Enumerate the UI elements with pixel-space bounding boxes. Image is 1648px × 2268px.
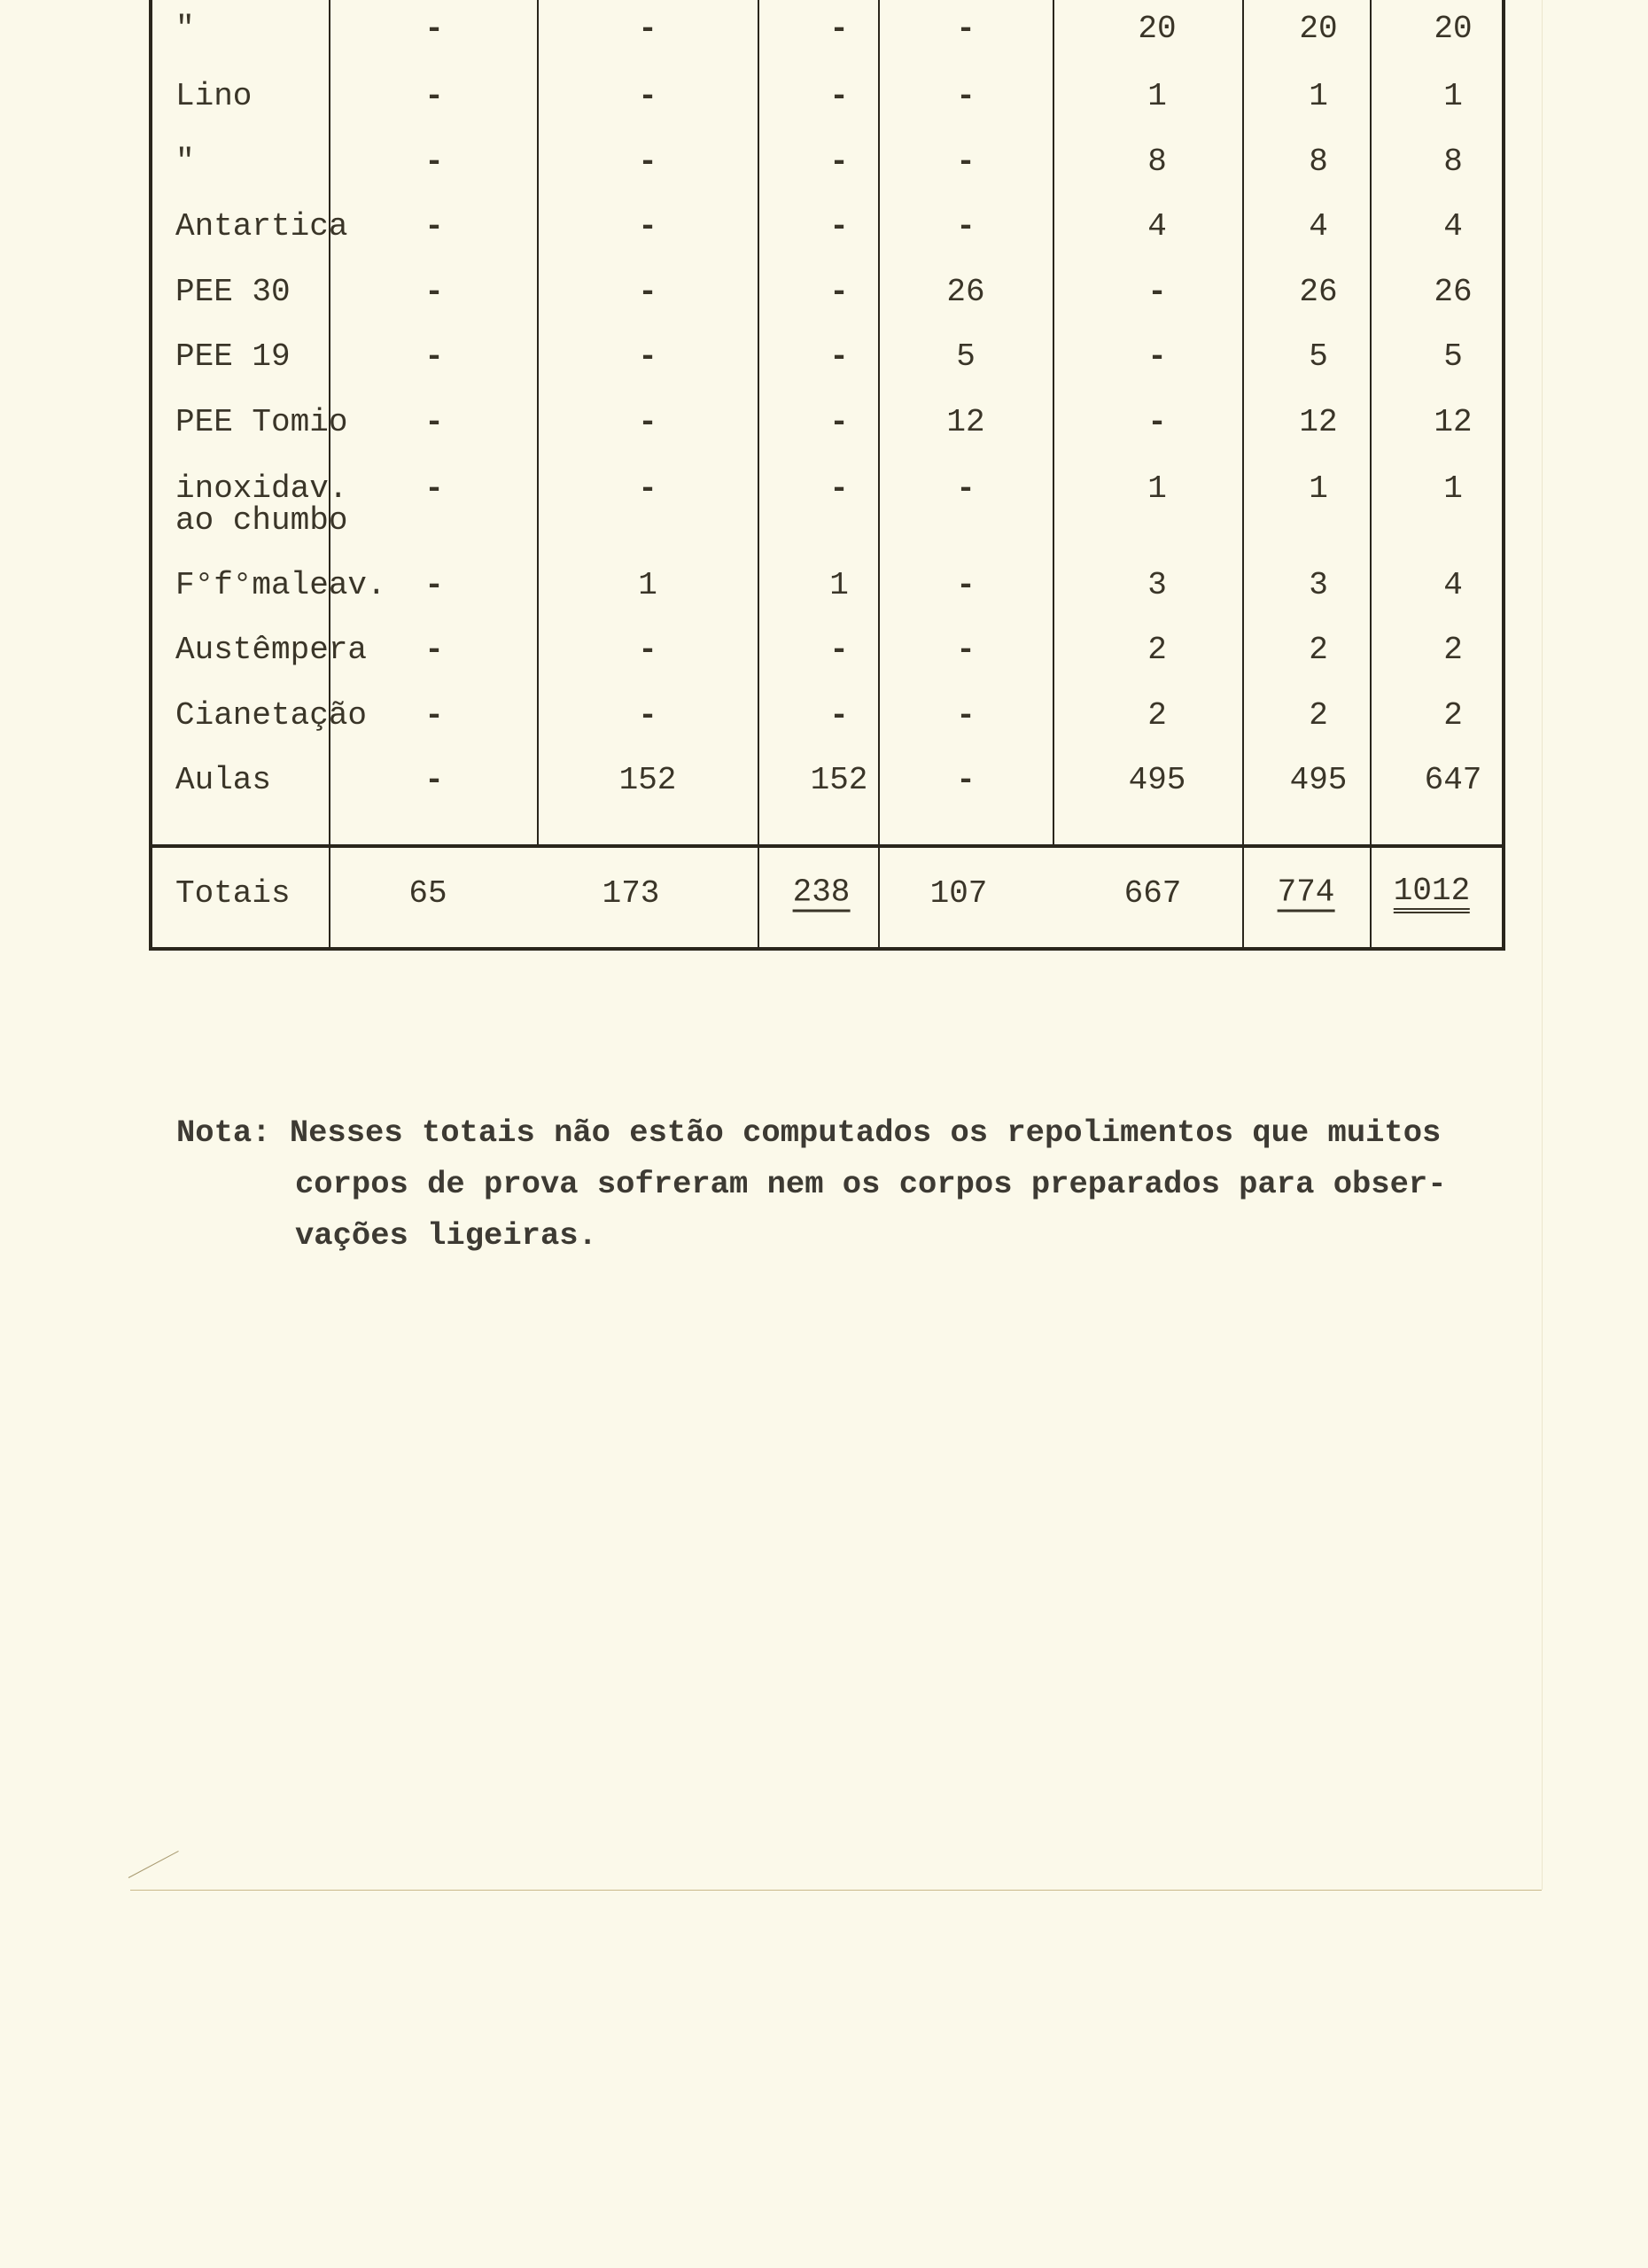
row-label: PEE 30 (175, 274, 291, 310)
table-cell: - (1147, 338, 1167, 375)
paper-right-edge (1542, 0, 1543, 1890)
row-label: Antartica (175, 208, 348, 245)
note-line-3: vações ligeiras. (295, 1217, 597, 1254)
table-cell: - (956, 697, 976, 734)
table-cell: - (956, 78, 976, 114)
paper-edge-line (130, 1890, 1542, 1891)
table-cell: - (956, 632, 976, 668)
table-cell: 4 (1147, 208, 1167, 245)
total-cell: 65 (408, 875, 447, 912)
table-cell: 5 (1309, 338, 1328, 375)
table-cell: 2 (1147, 697, 1167, 734)
total-cell: 1012 (1394, 874, 1470, 913)
row-label: F°f°maleav. (175, 567, 386, 603)
table-cell: 495 (1128, 762, 1186, 798)
col-divider (537, 0, 539, 846)
table-cell: 1 (1309, 470, 1328, 507)
row-label: PEE Tomio (175, 404, 348, 440)
table-cell: - (424, 470, 444, 507)
table-cell: 1 (638, 567, 657, 603)
table-cell: 8 (1443, 144, 1463, 180)
table-cell: - (424, 632, 444, 668)
table-cell: - (829, 274, 849, 310)
total-cell: 667 (1123, 875, 1182, 912)
table-border-left (149, 0, 152, 951)
table-cell: - (829, 208, 849, 245)
total-cell: 173 (602, 875, 660, 912)
table-cell: 12 (1299, 404, 1338, 440)
totals-label: Totais (175, 875, 291, 912)
table-cell: - (956, 567, 976, 603)
table-cell: - (956, 144, 976, 180)
table-cell: 20 (1138, 11, 1177, 47)
table-cell: - (829, 78, 849, 114)
table-cell: 3 (1309, 567, 1328, 603)
table-cell: 20 (1299, 11, 1338, 47)
table-cell: - (829, 697, 849, 734)
table-cell: 152 (810, 762, 868, 798)
table-cell: - (638, 208, 657, 245)
footnote (176, 1107, 1447, 1262)
table-cell: - (424, 274, 444, 310)
table-cell: 12 (946, 404, 985, 440)
col-divider (1242, 0, 1244, 949)
table-cell: 2 (1309, 632, 1328, 668)
table-cell: - (638, 404, 657, 440)
table-cell: 4 (1443, 208, 1463, 245)
table-cell: 26 (1434, 274, 1473, 310)
table-cell: - (424, 11, 444, 47)
table-cell: - (424, 762, 444, 798)
table-cell: - (956, 11, 976, 47)
table-cell: - (424, 144, 444, 180)
col-divider (758, 0, 759, 949)
table-cell: 4 (1309, 208, 1328, 245)
table-cell: - (424, 567, 444, 603)
table-cell: 8 (1309, 144, 1328, 180)
note-line-1: Nota: Nesses totais não estão computados os repolimentos que muitos (176, 1115, 1442, 1151)
table-cell: - (956, 762, 976, 798)
table-cell: 20 (1434, 11, 1473, 47)
row-label: inoxidav. (175, 470, 348, 507)
col-divider (1370, 0, 1372, 949)
table-cell: 12 (1434, 404, 1473, 440)
table-cell: 1 (1443, 470, 1463, 507)
total-cell: 774 (1277, 874, 1335, 911)
total-cell: 238 (792, 874, 851, 911)
note-line-2: corpos de prova sofreram nem os corpos preparados para obser- (295, 1166, 1447, 1202)
table-cell: - (638, 338, 657, 375)
table-border-bottom (149, 947, 1505, 951)
table-cell: - (1147, 404, 1167, 440)
table-cell: - (638, 274, 657, 310)
table-cell: 1 (1147, 470, 1167, 507)
table-cell: 1 (1309, 78, 1328, 114)
table-cell: 5 (956, 338, 976, 375)
table-cell: - (424, 78, 444, 114)
row-label: Aulas (175, 762, 272, 798)
table-cell: 3 (1147, 567, 1167, 603)
row-label-continued: ao chumbo (175, 502, 348, 539)
table-cell: 8 (1147, 144, 1167, 180)
table-border-right (1502, 0, 1505, 951)
row-label: Cianetação (175, 697, 368, 734)
table-cell: 2 (1443, 697, 1463, 734)
totals-separator (149, 844, 1505, 848)
table-cell: - (829, 338, 849, 375)
table-cell: - (638, 470, 657, 507)
table-cell: - (424, 404, 444, 440)
table-cell: - (1147, 274, 1167, 310)
table-cell: - (829, 632, 849, 668)
table-cell: - (829, 404, 849, 440)
col-divider (1053, 0, 1054, 846)
table-cell: 1 (829, 567, 849, 603)
table-cell: 647 (1424, 762, 1482, 798)
table-cell: - (638, 144, 657, 180)
table-cell: 2 (1147, 632, 1167, 668)
table-cell: - (424, 338, 444, 375)
table-cell: 4 (1443, 567, 1463, 603)
table-cell: - (956, 208, 976, 245)
table-cell: 26 (1299, 274, 1338, 310)
table-cell: - (424, 208, 444, 245)
paper-fold-mark (128, 1851, 179, 1878)
total-cell: 107 (929, 875, 988, 912)
table-cell: 152 (618, 762, 677, 798)
table-cell: - (638, 697, 657, 734)
table-cell: 26 (946, 274, 985, 310)
col-divider (878, 0, 880, 949)
row-label: PEE 19 (175, 338, 291, 375)
table-cell: 2 (1443, 632, 1463, 668)
table-cell: - (956, 470, 976, 507)
row-label: Lino (175, 78, 253, 114)
table-cell: 1 (1443, 78, 1463, 114)
table-cell: - (424, 697, 444, 734)
table-cell: 1 (1147, 78, 1167, 114)
table-cell: - (829, 470, 849, 507)
table-cell: - (638, 78, 657, 114)
row-label: Austêmpera (175, 632, 368, 668)
table-cell: - (829, 144, 849, 180)
row-label: " (175, 144, 195, 180)
table-cell: - (638, 11, 657, 47)
table-cell: 5 (1443, 338, 1463, 375)
table-cell: - (829, 11, 849, 47)
table-cell: 495 (1289, 762, 1348, 798)
table-cell: - (638, 632, 657, 668)
table-cell: 2 (1309, 697, 1328, 734)
row-label: " (175, 11, 195, 47)
